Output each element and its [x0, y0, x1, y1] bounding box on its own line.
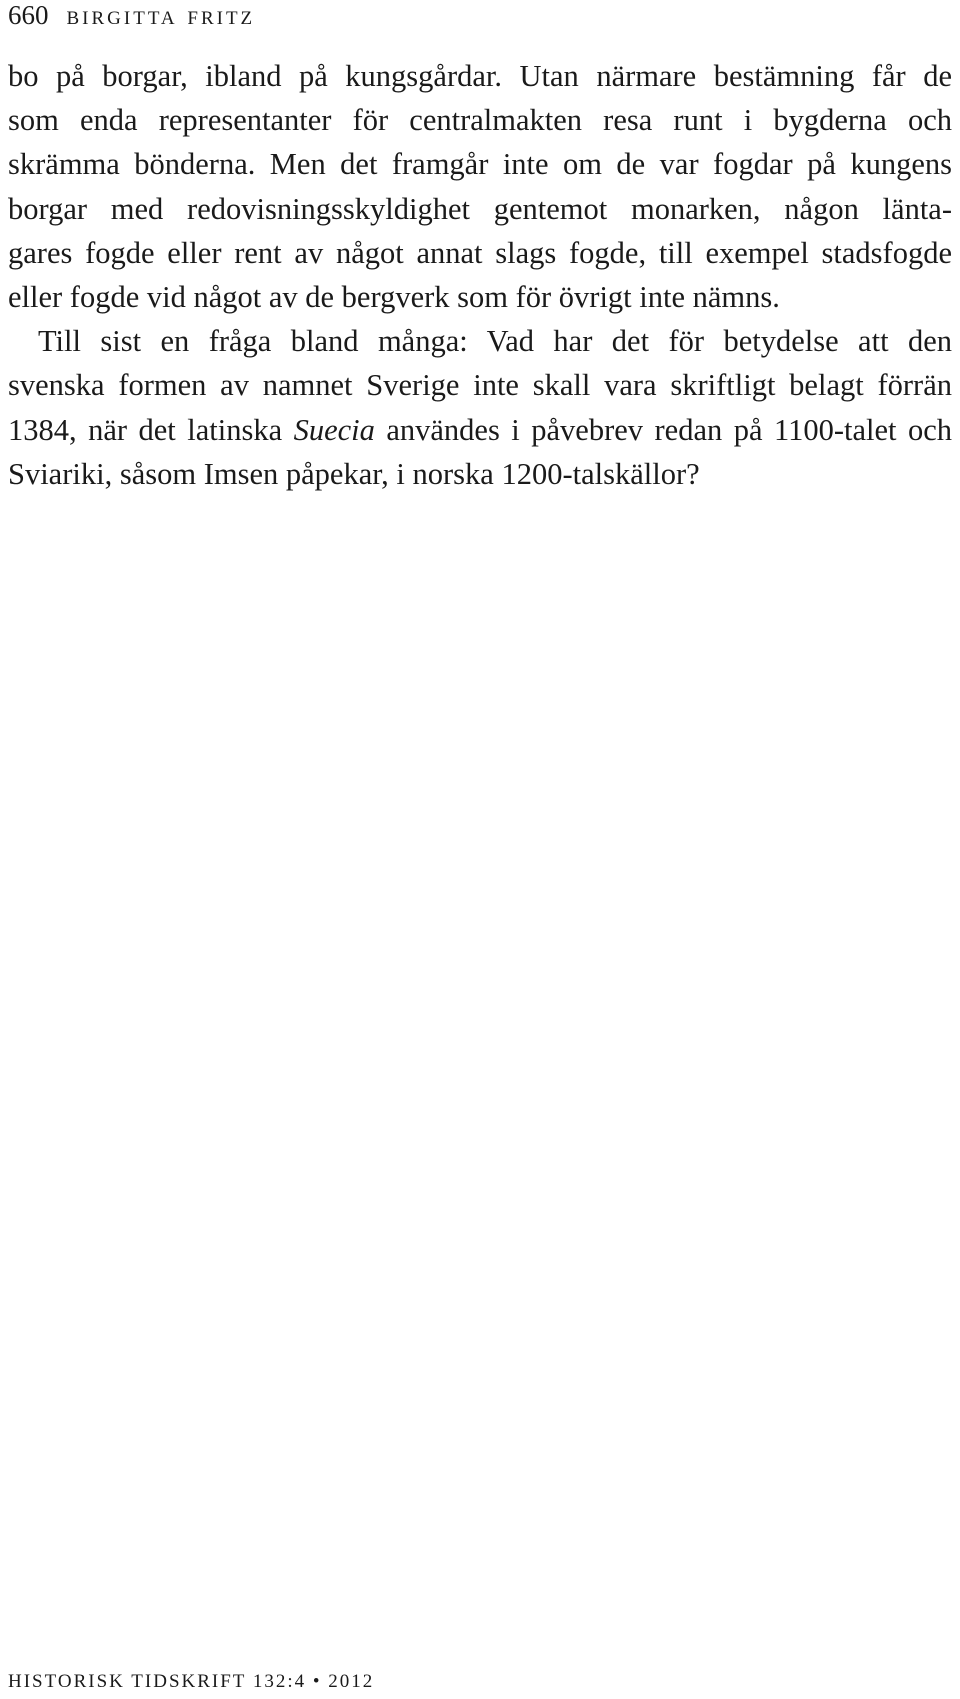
- text-fragment: 1384, när det latinska: [8, 412, 294, 447]
- text-line: Sviariki, såsom Imsen påpekar, i norska 1200-talskällor?: [8, 456, 700, 491]
- page-number: 660: [8, 0, 49, 30]
- text-line: [8, 408, 952, 452]
- text-line: bo på borgar, ibland på kungsgårdar. Utan närmare bestämning får de: [8, 59, 952, 93]
- running-head: [8, 0, 255, 30]
- text-fragment: användes i påvebrev redan på 1100-talet och: [374, 412, 952, 447]
- text-line: som enda representanter för centralmakten resa runt i bygderna och: [8, 103, 952, 138]
- text-line: skrämma bönderna. Men det framgår inte om de var fogdar på kungens: [8, 147, 952, 182]
- text-line: gares fogde eller rent av något annat slags fogde, till exempel stadsfogde: [8, 235, 952, 270]
- text-line: borgar med redovisningsskyldighet gentemot monarken, någon länta-: [8, 191, 952, 226]
- text-line: eller fogde vid något av de bergverk som för övrigt inte nämns.: [8, 280, 780, 315]
- body-text: [8, 54, 952, 496]
- italic-term-suecia: Suecia: [293, 412, 375, 447]
- text-line-paragraph-start: Till sist en fråga bland många: Vad har det för betydelse att den: [38, 324, 952, 359]
- journal-footer: HISTORISK TIDSKRIFT 132:4 • 2012: [8, 1671, 375, 1692]
- text-line: svenska formen av namnet Sverige inte skall vara skriftligt belagt förrän: [8, 368, 952, 403]
- running-head-author: birgitta fritz: [66, 0, 256, 30]
